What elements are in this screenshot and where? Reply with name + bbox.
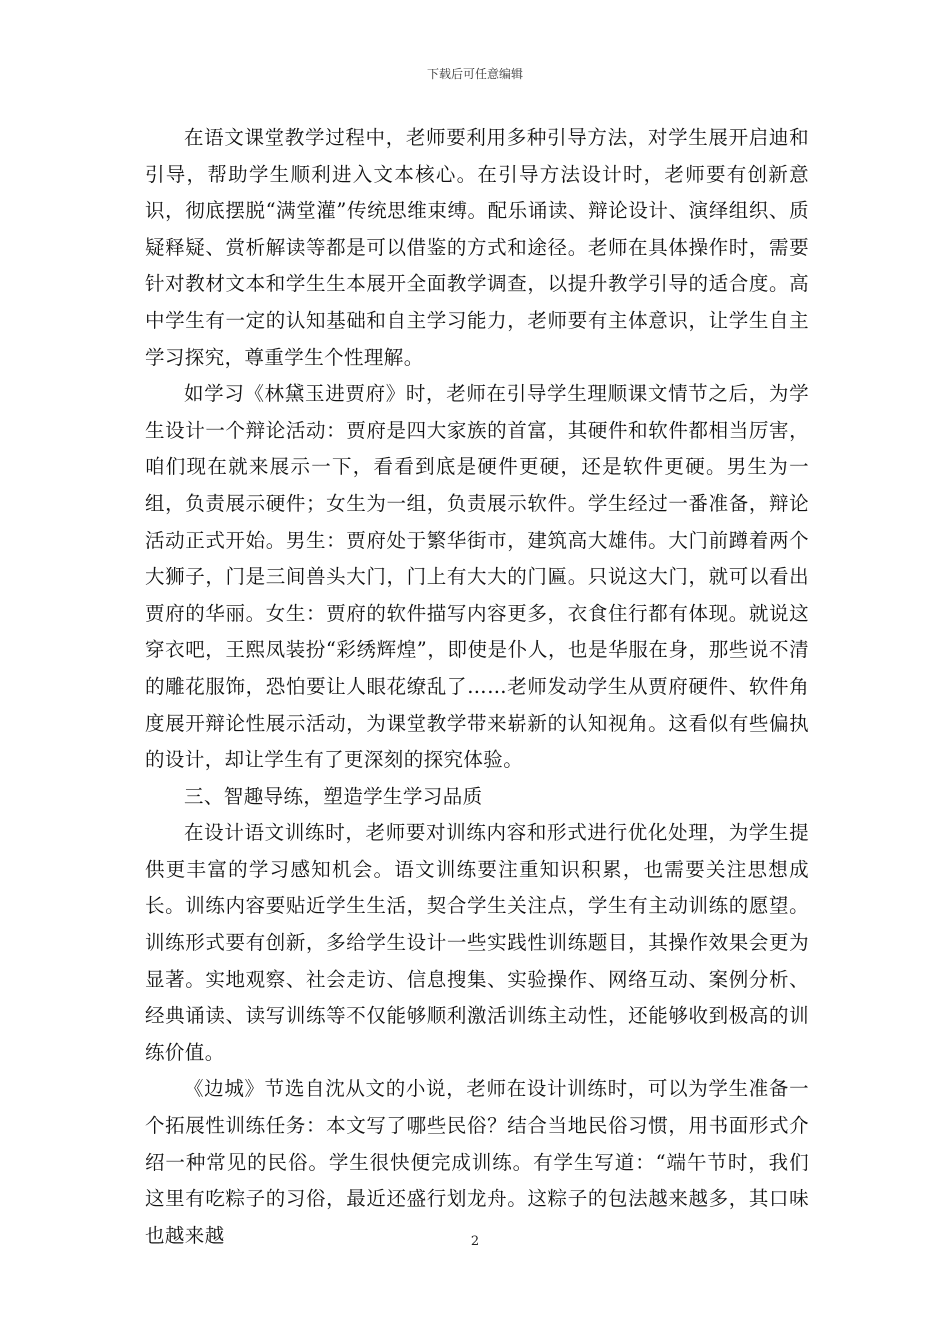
page-header: 下载后可任意编辑	[426, 67, 523, 81]
paragraph-training-design: 在设计语文训练时，老师要对训练内容和形式进行优化处理，为学生提供更丰富的学习感知机会。语文训练要注重知识积累，也需要关注思想成长。训练内容要贴近学生生活，契合学生关注点，学生有主动训练的愿望。训练形式要有创新，多给学生设计一些实践性训练题目，其操作效果会更为显著。实地观察、社会走访、信息搜集、实验操作、网络互动、案例分析、经典诵读、读写训练等不仅能够顺利激活训练主动性，还能够收到极高的训练价值。	[145, 821, 809, 1064]
page-number: 2	[470, 1234, 480, 1249]
paragraph-biancheng-task: 《边城》节选自沈从文的小说，老师在设计训练时，可以为学生准备一个拓展性训练任务：本文写了哪些民俗？结合当地民俗习惯，用书面形式介绍一种常见的民俗。学生很快便完成训练。有学生写道：“端午节时，我们这里有吃粽子的习俗，最近还盛行划龙舟。这粽子的包法越来越多，其口味也越来越	[145, 1077, 809, 1247]
paragraph-guidance-methods: 在语文课堂教学过程中，老师要利用多种引导方法，对学生展开启迪和引导，帮助学生顺利进入文本核心。在引导方法设计时，老师要有创新意识，彻底摆脱“满堂灌”传统思维束缚。配乐诵读、辩论设计、演绎组织、质疑释疑、赏析解读等都是可以借鉴的方式和途径。老师在具体操作时，需要针对教材文本和学生生本展开全面教学调查，以提升教学引导的适合度。高中学生有一定的认知基础和自主学习能力，老师要有主体意识，让学生自主学习探究，尊重学生个性理解。	[145, 126, 809, 369]
paragraph-jiafu-debate: 如学习《林黛玉进贾府》时，老师在引导学生理顺课文情节之后，为学生设计一个辩论活动：贾府是四大家族的首富，其硬件和软件都相当厉害，咱们现在就来展示一下，看看到底是硬件更硬，还是软件更硬。男生为一组，负责展示硬件；女生为一组，负责展示软件。学生经过一番准备，辩论活动正式开始。男生：贾府处于繁华街市，建筑高大雄伟。大门前蹲着两个大狮子，门是三间兽头大门，门上有大大的门匾。只说这大门，就可以看出贾府的华丽。女生：贾府的软件描写内容更多，衣食住行都有体现。就说这穿衣吧，王熙凤装扮“彩绣辉煌”，即使是仆人，也是华服在身，那些说不清的雕花服饰，恐怕要让人眼花缭乱了……老师发动学生从贾府硬件、软件角度展开辩论性展示活动，为课堂教学带来崭新的认知视角。这看似有些偏执的设计，却让学生有了更深刻的探究体验。	[145, 382, 809, 772]
document-body	[145, 120, 809, 1254]
section-heading: 三、智趣导练，塑造学生学习品质	[184, 784, 483, 808]
